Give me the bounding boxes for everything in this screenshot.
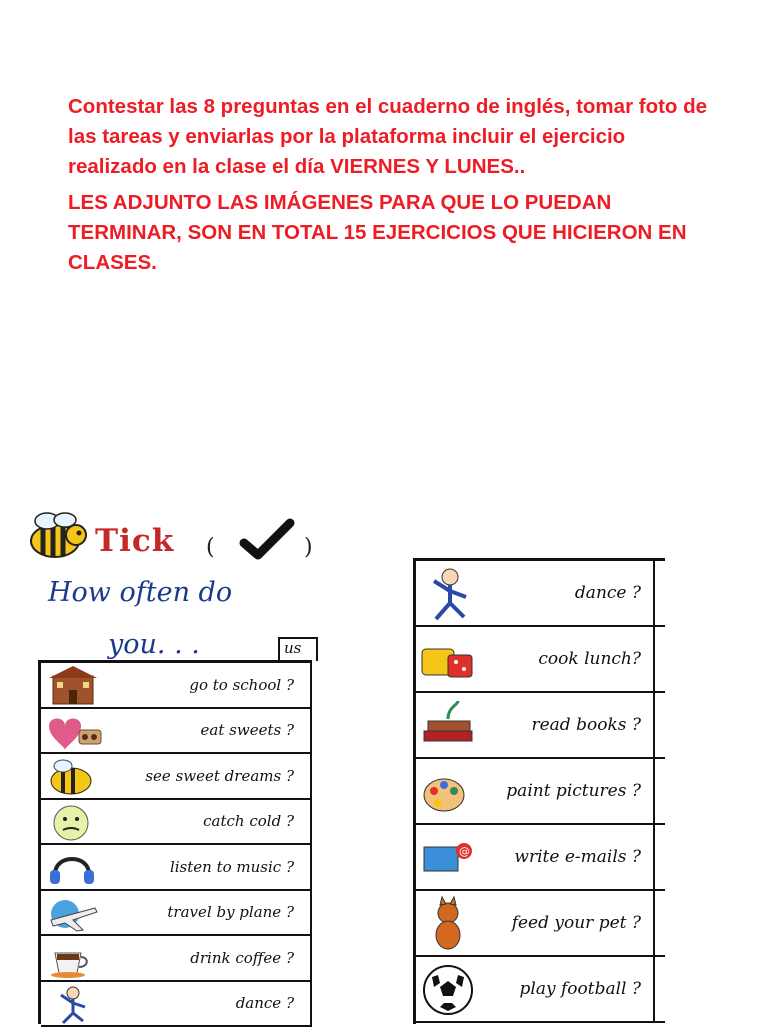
instructions-paragraph-2: LES ADJUNTO LAS IMÁGENES PARA QUE LO PUEDAN TERMINAR, SON EN TOTAL 15 EJERCICIOS QUE HICIERON EN CLASES. xyxy=(68,188,708,278)
row-label: cook lunch? xyxy=(538,650,641,668)
dancer-icon xyxy=(43,985,103,1025)
table-row xyxy=(41,936,312,982)
table-row xyxy=(41,845,312,891)
table-row xyxy=(41,754,312,800)
table-row xyxy=(41,709,312,755)
plane-icon xyxy=(43,894,103,934)
row-label: dance ? xyxy=(575,584,641,602)
worksheet-title: Tick xyxy=(95,523,174,559)
instructions-text xyxy=(68,92,708,284)
row-label: eat sweets ? xyxy=(201,721,294,739)
headphones-icon xyxy=(43,848,103,888)
coffee-icon xyxy=(43,939,103,979)
subtitle-line-2: you. . . xyxy=(108,629,200,660)
row-label: dance ? xyxy=(236,994,294,1012)
bee-icon xyxy=(25,511,87,561)
row-label: catch cold ? xyxy=(203,812,294,830)
table-row xyxy=(41,663,312,709)
sleeping-bee-icon xyxy=(43,757,103,797)
school-icon xyxy=(43,666,103,706)
svg-text:@: @ xyxy=(459,845,470,858)
table-row xyxy=(416,891,665,957)
table-row xyxy=(41,982,312,1027)
cat-icon xyxy=(418,895,478,953)
books-icon xyxy=(418,697,478,755)
sweets-icon xyxy=(43,712,103,752)
table-row xyxy=(41,800,312,846)
checkmark-icon xyxy=(238,517,296,561)
table-row xyxy=(41,891,312,937)
row-label: read books ? xyxy=(531,716,641,734)
open-paren: ( xyxy=(206,535,215,560)
row-label: feed your pet ? xyxy=(512,914,641,932)
row-label: go to school ? xyxy=(189,676,294,694)
row-label: see sweet dreams ? xyxy=(145,767,294,785)
football-icon xyxy=(418,961,478,1019)
activity-table-right xyxy=(413,558,665,1024)
row-label: play football ? xyxy=(520,980,641,998)
row-label: listen to music ? xyxy=(170,858,294,876)
dancer-icon xyxy=(418,565,478,623)
email-icon xyxy=(418,829,478,887)
instructions-paragraph-1: Contestar las 8 preguntas en el cuaderno de inglés, tomar foto de las tareas y enviarlas por la plataforma incluir el ejercicio realizado en la clase el día VIERNES Y LUNES.. xyxy=(68,92,708,182)
row-label: travel by plane ? xyxy=(167,903,294,921)
worksheet-left xyxy=(20,505,320,1024)
row-label: write e-mails ? xyxy=(514,848,641,866)
activity-table-left xyxy=(38,660,312,1024)
lunch-icon xyxy=(418,631,478,689)
table-row xyxy=(416,693,665,759)
palette-icon xyxy=(418,763,478,821)
table-row xyxy=(416,825,665,891)
subtitle-line-1: How often do xyxy=(48,577,232,608)
close-paren: ) xyxy=(304,535,313,560)
sick-face-icon xyxy=(43,803,103,843)
table-row xyxy=(416,561,665,627)
table-row xyxy=(416,759,665,825)
table-row xyxy=(416,957,665,1023)
column-header: us xyxy=(278,637,318,661)
table-row xyxy=(416,627,665,693)
row-label: drink coffee ? xyxy=(190,949,294,967)
row-label: paint pictures ? xyxy=(506,782,641,800)
